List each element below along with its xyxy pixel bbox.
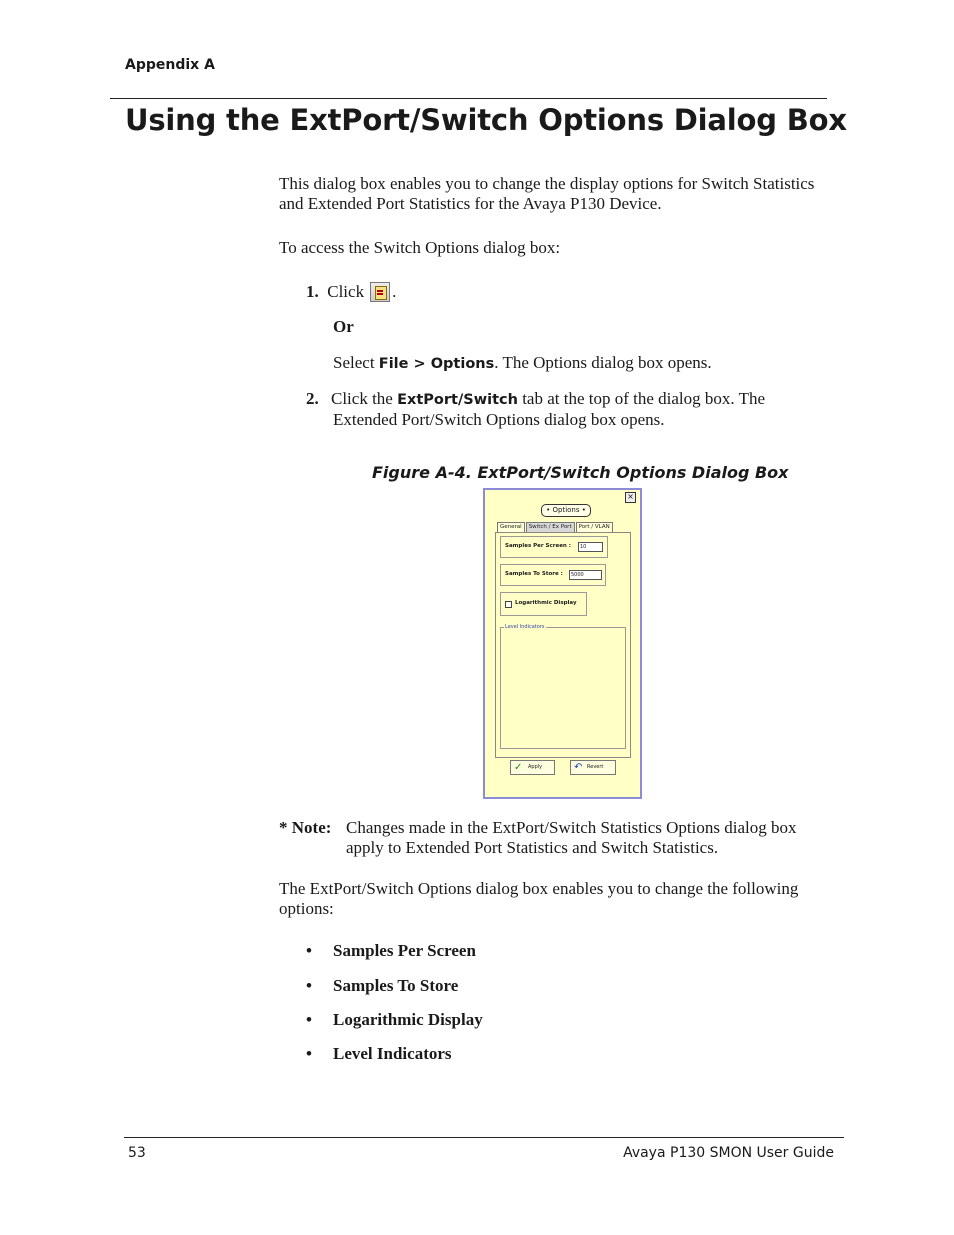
close-icon[interactable]: × (625, 492, 636, 503)
revert-button[interactable] (570, 760, 616, 775)
step-1: 1. Click . (306, 282, 397, 301)
revert-label: Revert (587, 764, 604, 770)
step-1-text: Click (327, 282, 365, 301)
page-number: 53 (128, 1145, 146, 1161)
list-item: • Samples Per Screen (306, 941, 476, 960)
select-post: . The Options dialog box opens. (494, 353, 712, 372)
logarithmic-label: Logarithmic Display (515, 600, 577, 606)
checkmark-icon: ✓ (514, 762, 523, 773)
tab-port-vlan[interactable]: Port / VLAN (576, 522, 613, 532)
samples-to-store-field[interactable]: 5000 (569, 570, 602, 580)
step-2-number: 2. (306, 389, 319, 408)
level-indicators-label: Level Indicators (505, 624, 545, 630)
or-label: Or (333, 317, 354, 336)
list-item-label: Samples Per Screen (333, 941, 476, 960)
list-item-label: Logarithmic Display (333, 1010, 483, 1029)
list-item: • Samples To Store (306, 976, 459, 995)
access-paragraph: To access the Switch Options dialog box: (279, 238, 561, 257)
logarithmic-checkbox[interactable] (505, 601, 512, 608)
tab-switch-export[interactable]: Switch / Ex Port (526, 522, 575, 532)
guide-title: Avaya P130 SMON User Guide (623, 1145, 834, 1161)
select-pre: Select (333, 353, 379, 372)
figure-caption: Figure A-4. ExtPort/Switch Options Dialog Box (372, 463, 789, 482)
list-item: • Logarithmic Display (306, 1010, 483, 1029)
samples-per-screen-label: Samples Per Screen : (505, 543, 571, 549)
apply-label: Apply (528, 764, 543, 770)
samples-per-screen-field[interactable]: 10 (578, 542, 603, 552)
list-item-label: Samples To Store (333, 976, 459, 995)
note-label: * Note: (279, 818, 332, 837)
step-2 (306, 389, 806, 430)
list-item: • Level Indicators (306, 1044, 452, 1063)
samples-per-screen-group (500, 536, 608, 558)
menu-path: File > Options (378, 356, 495, 372)
footer-rule (124, 1137, 844, 1138)
tab-panel (495, 532, 631, 758)
list-item-label: Level Indicators (333, 1044, 452, 1063)
options-title: • Options • (541, 504, 591, 517)
step-2-post: tab at the top of the dialog box. The Extended Port/Switch Options dialog box opens. (333, 389, 766, 429)
samples-to-store-group (500, 564, 606, 586)
header-rule (110, 98, 827, 99)
appendix-header: Appendix A (125, 57, 215, 73)
intro-paragraph: This dialog box enables you to change the display options for Switch Statistics and Extended Port Statistics for the Avaya P130 Device. (279, 174, 815, 213)
tab-general[interactable]: General (497, 522, 525, 532)
step-1-number: 1. (306, 282, 319, 301)
note-block (279, 818, 824, 858)
options-toolbar-icon[interactable] (370, 282, 390, 302)
level-indicators-group (500, 627, 626, 749)
options-dialog (483, 488, 642, 799)
dialog-tabs (497, 522, 614, 532)
logarithmic-group (500, 592, 587, 616)
note-text: Changes made in the ExtPort/Switch Statistics Options dialog box apply to Extended Port Statistics and Switch Statistics. (346, 818, 797, 857)
select-instruction (333, 353, 712, 373)
apply-button[interactable] (510, 760, 555, 775)
options-intro: The ExtPort/Switch Options dialog box enables you to change the following options: (279, 879, 799, 918)
step-2-pre: Click the (331, 389, 398, 408)
step-2-tab: ExtPort/Switch (397, 392, 518, 408)
samples-to-store-label: Samples To Store : (505, 571, 563, 577)
undo-arrow-icon: ↶ (574, 762, 583, 773)
page-title: Using the ExtPort/Switch Options Dialog Box (125, 103, 847, 137)
